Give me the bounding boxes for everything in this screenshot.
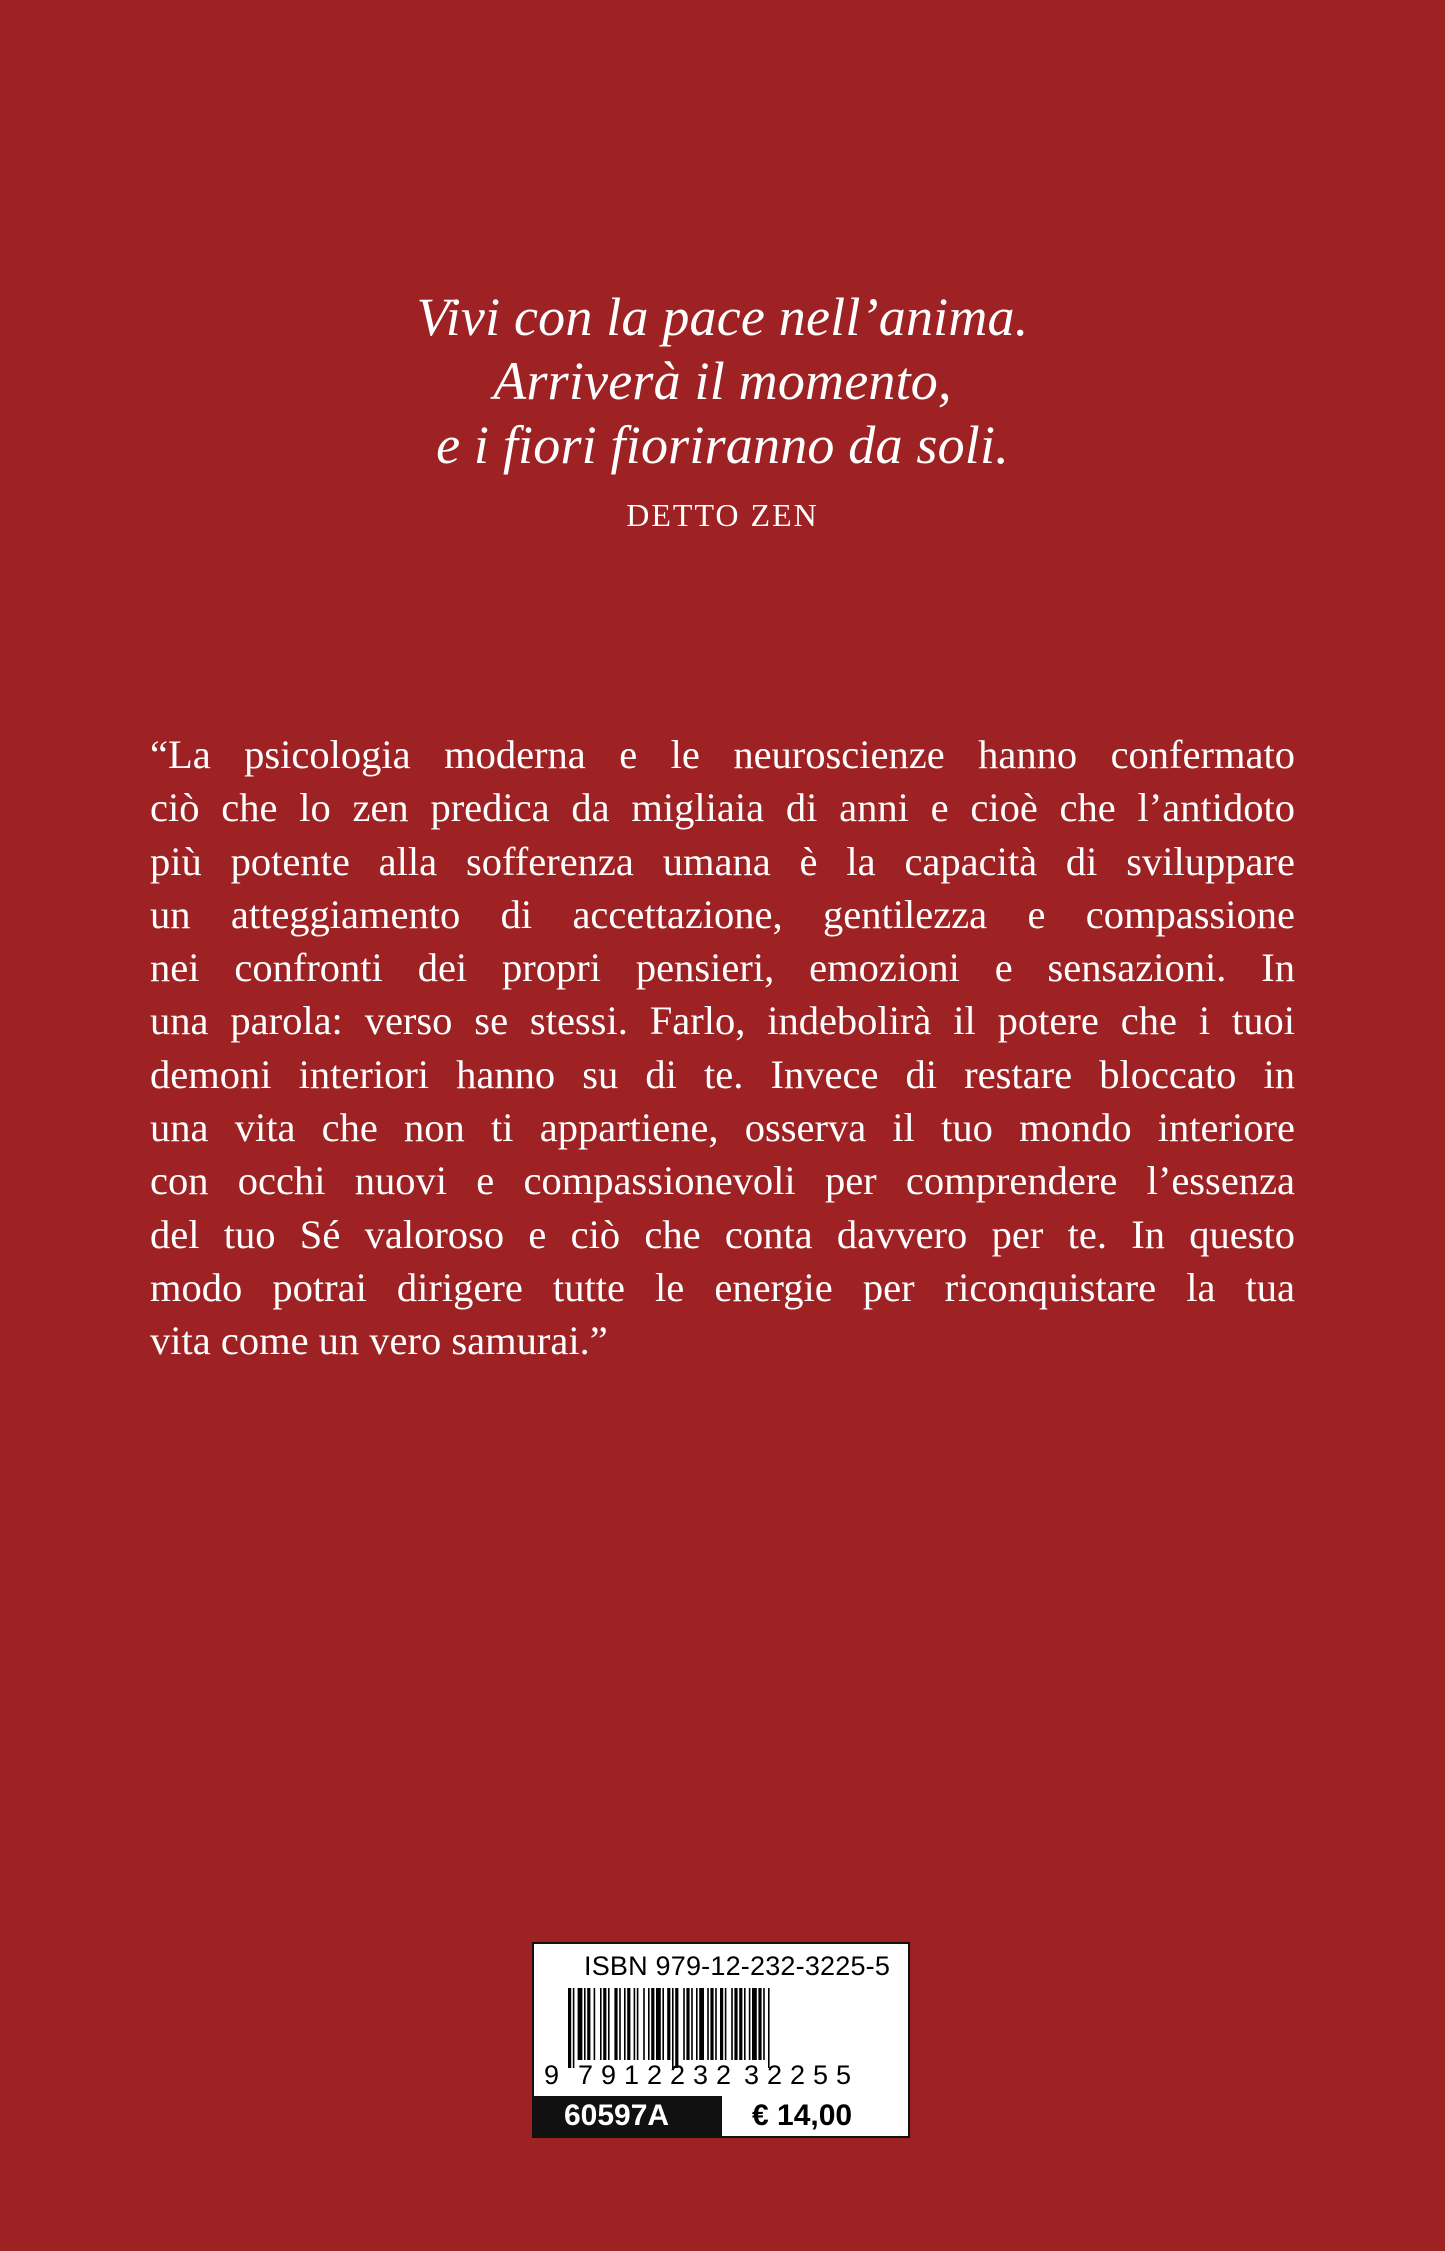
blurb-line: modo potrai dirigere tutte le energie per riconquistare la tua <box>150 1264 1295 1310</box>
barcode-icon <box>568 1988 868 2068</box>
barcode-digit: 9 <box>544 2060 560 2090</box>
barcode-label <box>532 1942 910 2138</box>
blurb-line: una parola: verso se stessi. Farlo, indebolirà il potere che i tuoi <box>150 998 1295 1044</box>
barcode-digit: 2 <box>647 2060 663 2090</box>
blurb-line: con occhi nuovi e compassionevoli per comprendere l’essenza <box>150 1158 1295 1204</box>
blurb-line: demoni interiori hanno su di te. Invece di restare bloccato in <box>150 1051 1295 1097</box>
back-cover-blurb <box>150 728 1295 1368</box>
epigraph-line-3: e i fiori fioriranno da soli. <box>436 415 1009 475</box>
epigraph-line-2: Arriverà il momento, <box>493 351 952 411</box>
blurb-line: “La psicologia moderna e le neuroscienze hanno confermato <box>150 732 1295 777</box>
epigraph-line-1: Vivi con la pace nell’anima. <box>416 287 1029 347</box>
barcode-digit: 9 <box>601 2060 617 2090</box>
blurb-line: più potente alla sofferenza umana è la capacità di sviluppare <box>150 838 1295 884</box>
barcode-bottom-row <box>534 2096 908 2136</box>
epigraph <box>0 285 1445 535</box>
barcode-digit: 2 <box>767 2060 783 2090</box>
price-label: € 14,00 <box>722 2096 908 2136</box>
barcode-digit: 2 <box>716 2060 732 2090</box>
blurb-line: vita come un vero samurai.” <box>150 1318 608 1364</box>
barcode-digit: 2 <box>670 2060 686 2090</box>
barcode-digit: 3 <box>744 2060 760 2090</box>
blurb-line: nei confronti dei propri pensieri, emozioni e sensazioni. In <box>150 945 1295 991</box>
barcode-digit: 2 <box>790 2060 806 2090</box>
barcode-digit: 3 <box>693 2060 709 2090</box>
blurb-line: del tuo Sé valoroso e ciò che conta davvero per te. In questo <box>150 1211 1295 1257</box>
isbn-text: ISBN 979-12-232-3225-5 <box>584 1951 891 1981</box>
product-code: 60597A <box>534 2096 722 2136</box>
blurb-line: ciò che lo zen predica da migliaia di anni e cioè che l’antidoto <box>150 785 1295 831</box>
blurb-line: un atteggiamento di accettazione, gentilezza e compassione <box>150 891 1295 937</box>
barcode-digit: 1 <box>624 2060 640 2090</box>
barcode-digit: 7 <box>578 2060 594 2090</box>
epigraph-source: DETTO ZEN <box>626 497 819 533</box>
blurb-line: una vita che non ti appartiene, osserva il tuo mondo interiore <box>150 1105 1295 1151</box>
barcode-digit: 5 <box>836 2060 852 2090</box>
barcode-digit: 5 <box>813 2060 829 2090</box>
